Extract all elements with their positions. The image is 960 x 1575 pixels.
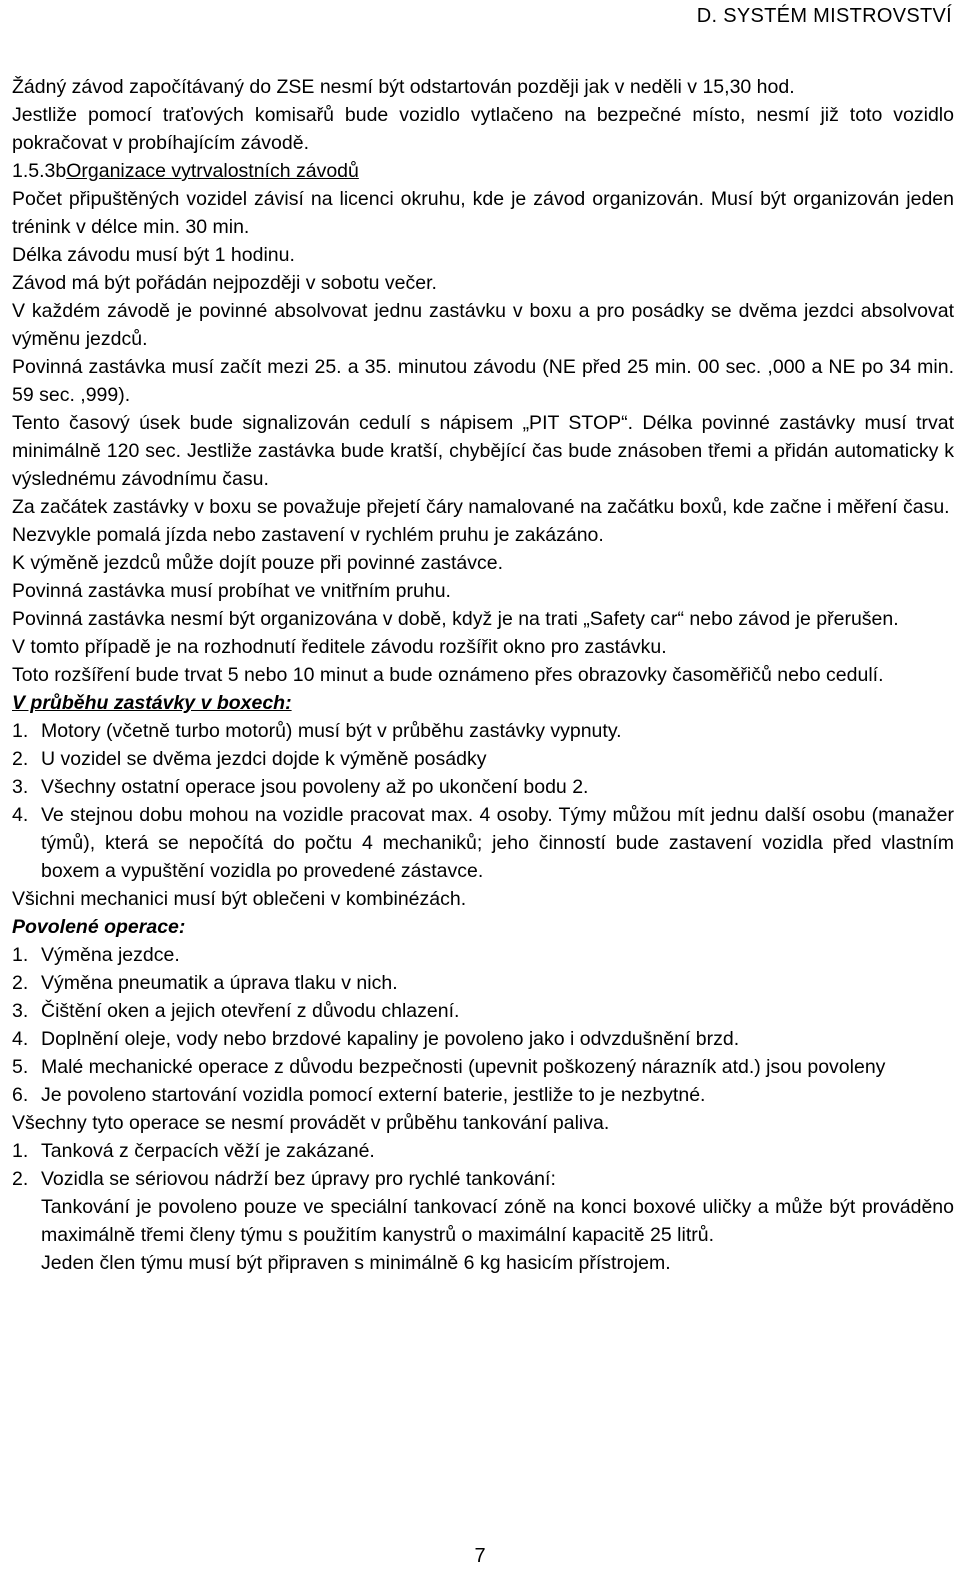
list-item-text: Čištění oken a jejich otevření z důvodu chlazení. [41, 1000, 460, 1022]
page-number: 7 [474, 1545, 486, 1567]
list-item-text: Výměna pneumatik a úprava tlaku v nich. [41, 972, 398, 994]
paragraph-driver-change: K výměně jezdců může dojít pouze při povinné zastávce. [12, 552, 504, 574]
list-item-number: 1. [12, 944, 29, 966]
list-item [12, 801, 954, 885]
paragraph-inner-lane: Povinná zastávka musí probíhat ve vnitřním pruhu. [12, 580, 451, 602]
paragraph-mechanics: Všichni mechanici musí být oblečeni v kombinézách. [12, 888, 467, 910]
list-item [12, 745, 954, 773]
heading-during-stop: V průběhu zastávky v boxech: [12, 692, 292, 714]
document-body [12, 73, 954, 1277]
paragraph-race-time: Závod má být pořádán nejpozději v sobotu večer. [12, 272, 437, 294]
list-item [12, 1081, 954, 1109]
paragraph-stop-window: Povinná zastávka musí začít mezi 25. a 35. minutou závodu (NE před 25 min. 00 sec. ,000 a NE po 34 min. 59 sec. ,999). [12, 356, 954, 406]
paragraph-vehicle-count: Počet připuštěných vozidel závisí na licenci okruhu, kde je závod organizován. Musí být organizován jeden trénink v délce min. 30 min. [12, 188, 954, 238]
page-header: D. SYSTÉM MISTROVSTVÍ [696, 5, 952, 27]
paragraph-start-time: Žádný závod započítávaný do ZSE nesmí být odstartován později jak v neděli v 15,30 hod. [12, 76, 795, 98]
paragraph-safety-car: Povinná zastávka nesmí být organizována v době, když je na trati „Safety car“ nebo závod je přerušen. [12, 608, 899, 630]
list-item-number: 4. [12, 1028, 29, 1050]
list-item-text: Doplnění oleje, vody nebo brzdové kapaliny je povoleno jako i odvzdušnění brzd. [41, 1028, 740, 1050]
list-item-number: 3. [12, 1000, 29, 1022]
list-item [12, 1165, 954, 1193]
list-item-number: 1. [12, 1140, 29, 1162]
list-item-text: Tanková z čerpacích věží je zakázané. [41, 1140, 375, 1162]
list-item-number: 5. [12, 1056, 29, 1078]
list-item-text: U vozidel se dvěma jezdci dojde k výměně posádky [41, 748, 487, 770]
list-item-number: 2. [12, 748, 29, 770]
list-item-number: 2. [12, 972, 29, 994]
list-item [12, 1025, 954, 1053]
list-item-text: Všechny ostatní operace jsou povoleny až po ukončení bodu 2. [41, 776, 589, 798]
paragraph-race-length: Délka závodu musí být 1 hodinu. [12, 244, 295, 266]
paragraph-fueling-detail: Tankování je povoleno pouze ve speciální tankovací zóně na konci boxové uličky a může být prováděno maximálně třemi členy týmu s použitím kanystrů o maximální kapacitě 25 litrů. [41, 1196, 954, 1246]
list-item-number: 3. [12, 776, 29, 798]
paragraph-safe-place: Jestliže pomocí traťových komisařů bude vozidlo vytlačeno na bezpečné místo, nesmí již toto vozidlo pokračovat v probíhajícím závodě. [12, 104, 954, 154]
section-title: Organizace vytrvalostních závodů [66, 160, 359, 182]
list-item-text: Motory (včetně turbo motorů) musí být v průběhu zastávky vypnuty. [41, 720, 622, 742]
paragraph-mandatory-stop: V každém závodě je povinné absolvovat jednu zastávku v boxu a pro posádky se dvěma jezdci absolvovat výměnu jezdců. [12, 300, 954, 350]
list-item-number: 4. [12, 804, 29, 826]
paragraph-pit-stop-sign: Tento časový úsek bude signalizován cedulí s nápisem „PIT STOP“. Délka povinné zastávky musí trvat minimálně 120 sec. Jestliže zastávka bude kratší, chybějící čas bude znásoben třemi a přidán automaticky k výslednému závodnímu času. [12, 412, 954, 490]
list-item [12, 1137, 954, 1165]
list-item [12, 717, 954, 745]
list-item-text: Vozidla se sériovou nádrží bez úpravy pro rychlé tankování: [41, 1168, 556, 1190]
paragraph-extinguisher: Jeden člen týmu musí být připraven s minimálně 6 kg hasicím přístrojem. [41, 1252, 671, 1274]
heading-allowed-operations: Povolené operace: [12, 916, 186, 938]
list-item-text: Výměna jezdce. [41, 944, 180, 966]
list-item [12, 1053, 954, 1081]
list-item [12, 773, 954, 801]
paragraph-director-decision: V tomto případě je na rozhodnutí ředitele závodu rozšířit okno pro zastávku. [12, 636, 667, 658]
list-item-number: 1. [12, 720, 29, 742]
paragraph-stop-begin: Za začátek zastávky v boxu se považuje přejetí čáry namalované na začátku boxů, kde začne i měření času. [12, 496, 950, 518]
list-item-number: 2. [12, 1168, 29, 1190]
list-item-text: Malé mechanické operace z důvodu bezpečnosti (upevnit poškozený nárazník atd.) jsou povoleny [41, 1056, 886, 1078]
list-item [12, 941, 954, 969]
section-number: 1.5.3b [12, 160, 67, 182]
paragraph-extension: Toto rozšíření bude trvat 5 nebo 10 minut a bude oznámeno přes obrazovky časoměřičů nebo cedulí. [12, 664, 884, 686]
list-item [12, 969, 954, 997]
list-item-text: Ve stejnou dobu mohou na vozidle pracovat max. 4 osoby. Týmy můžou mít jednu další osobu (manažer týmů), která se nepočítá do počtu 4 mechaniků; jeho činností bude zastavení vozidla před vlastním boxem a vypuštění vozidla po provedené zástavce. [41, 804, 954, 882]
paragraph-slow-driving: Nezvykle pomalá jízda nebo zastavení v rychlém pruhu je zakázáno. [12, 524, 604, 546]
section-heading [12, 157, 954, 185]
list-item [12, 997, 954, 1025]
paragraph-fueling: Všechny tyto operace se nesmí provádět v průběhu tankování paliva. [12, 1112, 610, 1134]
list-item-number: 6. [12, 1084, 29, 1106]
list-item-text: Je povoleno startování vozidla pomocí externí baterie, jestliže to je nezbytné. [41, 1084, 706, 1106]
